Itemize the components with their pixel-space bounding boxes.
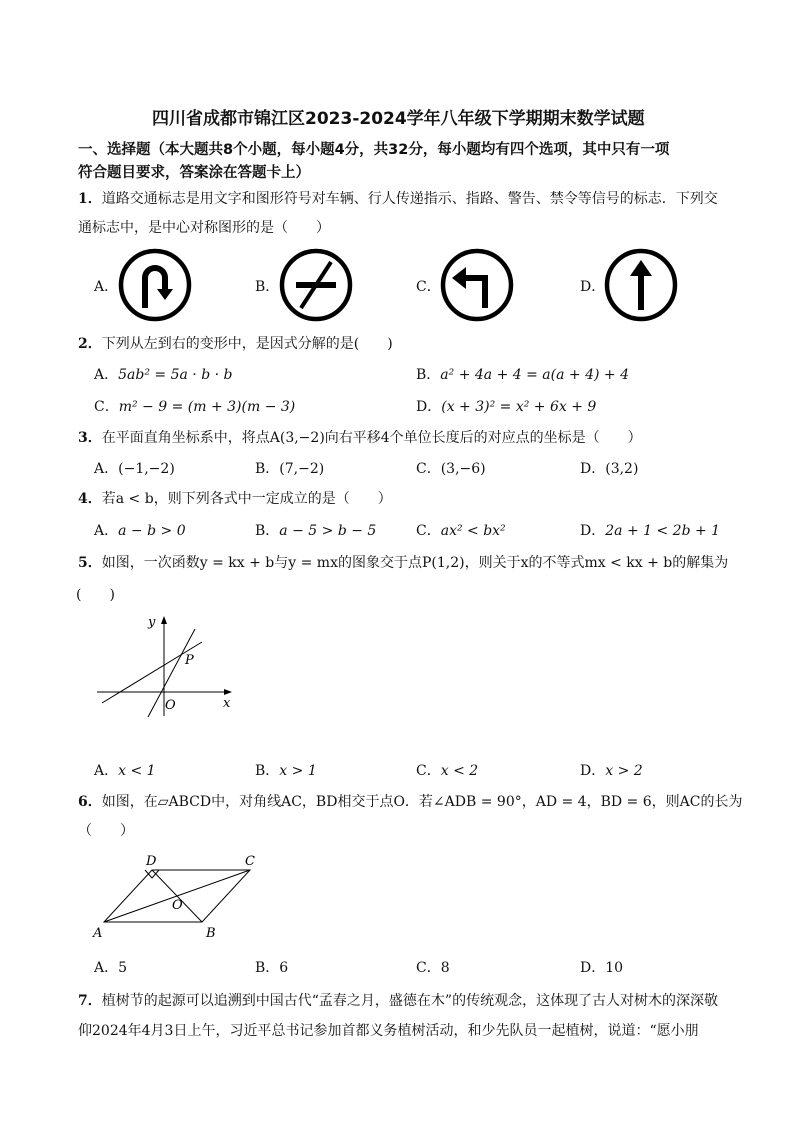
q5-option-d: D．x > 2 xyxy=(580,763,643,779)
question-3-stem: 3．在平面直角坐标系中，将点A(3,−2)向右平移4个单位长度后的对应点的坐标是（ ） xyxy=(78,430,642,446)
question-6-stem: 6．如图，在▱ABCD中，对角线AC，BD相交于点O．若∠ADB = 90°，AD = 4，BD = 6，则AC的长为 xyxy=(78,794,743,810)
y-axis-label: y xyxy=(148,615,156,630)
origin-label: O xyxy=(165,698,176,713)
question-1-line1: 1．道路交通标志是用文字和图形符号对车辆、行人传递指示、指路、警告、禁令等信号的标志．下列交 xyxy=(78,191,718,207)
q6-option-a: A．5 xyxy=(94,960,128,976)
q5-option-c: C．x < 2 xyxy=(416,763,479,779)
q4-option-b: B．a − 5 > b − 5 xyxy=(255,523,377,539)
q5-function-graph-figure xyxy=(92,612,242,720)
q3-option-a: A．(−1,−2) xyxy=(94,461,175,477)
q4-option-d: D．2a + 1 < 2b + 1 xyxy=(580,523,721,539)
q6-option-d: D．10 xyxy=(580,960,624,976)
section-heading-line1: 一、选择题（本大题共8个小题，每小题4分，共32分，每小题均有四个选项，其中只有一项 xyxy=(78,142,670,158)
question-7-line2: 仰2024年4月3日上午，习近平总书记参加首都义务植树活动，和少先队员一起植树，说道：“愿小朋 xyxy=(78,1023,699,1039)
vertex-d-label: D xyxy=(146,854,157,869)
q4-option-c: C．ax² < bx² xyxy=(416,523,506,539)
left-turn-arrow-sign-icon xyxy=(440,248,514,322)
q1-option-c-label: C． xyxy=(416,279,441,295)
q5-option-b: B．x > 1 xyxy=(255,763,317,779)
page-title: 四川省成都市锦江区2023-2024学年八年级下学期期末数学试题 xyxy=(152,109,645,129)
q2-option-c: C．m² − 9 = (m + 3)(m − 3) xyxy=(94,399,296,415)
vertex-b-label: B xyxy=(206,926,216,941)
q6-option-b: B．6 xyxy=(255,960,289,976)
q1-option-d-label: D． xyxy=(580,279,606,295)
no-overtaking-slash-sign-icon xyxy=(279,248,353,322)
q3-option-b: B．(7,−2) xyxy=(255,461,325,477)
line-y-kx-b xyxy=(102,642,202,703)
q2-option-b: B．a² + 4a + 4 = a(a + 4) + 4 xyxy=(416,367,630,383)
section-heading-line2: 符合题目要求，答案涂在答题卡上） xyxy=(78,165,310,181)
q5-option-a: A．x < 1 xyxy=(94,763,156,779)
q1-option-b-label: B． xyxy=(255,279,280,295)
question-7-line1: 7．植树节的起源可以追溯到中国古代“孟春之月，盛德在木”的传统观念，这体现了古人对树木的深深敬 xyxy=(78,993,719,1009)
q3-option-c: C．(3,−6) xyxy=(416,461,486,477)
vertex-c-label: C xyxy=(245,854,255,869)
q2-option-d: D．(x + 3)² = x² + 6x + 9 xyxy=(416,399,597,415)
center-o-label: O xyxy=(172,898,183,913)
question-5-stem: 5．如图，一次函数y = kx + b与y = mx的图象交于点P(1,2)，则关于x的不等式mx < kx + b的解集为 xyxy=(78,555,729,571)
q6-parallelogram-figure xyxy=(90,850,270,942)
question-4-stem: 4．若a < b，则下列各式中一定成立的是（ ） xyxy=(78,491,392,507)
x-axis-label: x xyxy=(223,696,231,711)
question-2-stem: 2．下列从左到右的变形中，是因式分解的是( ) xyxy=(78,336,393,352)
question-6-paren: （ ） xyxy=(78,823,134,839)
q3-option-d: D．(3,2) xyxy=(580,461,639,477)
question-1-line2: 通标志中，是中心对称图形的是（ ） xyxy=(78,220,330,236)
q6-option-c: C．8 xyxy=(416,960,450,976)
q1-option-a-label: A． xyxy=(94,279,119,295)
u-turn-sign-icon xyxy=(118,248,192,322)
point-p-label: P xyxy=(185,653,194,668)
straight-arrow-sign-icon xyxy=(604,248,678,322)
q2-option-a: A．5ab² = 5a · b · b xyxy=(94,367,233,383)
question-5-paren: ( ) xyxy=(76,587,115,603)
q4-option-a: A．a − b > 0 xyxy=(94,523,186,539)
vertex-a-label: A xyxy=(93,926,103,941)
